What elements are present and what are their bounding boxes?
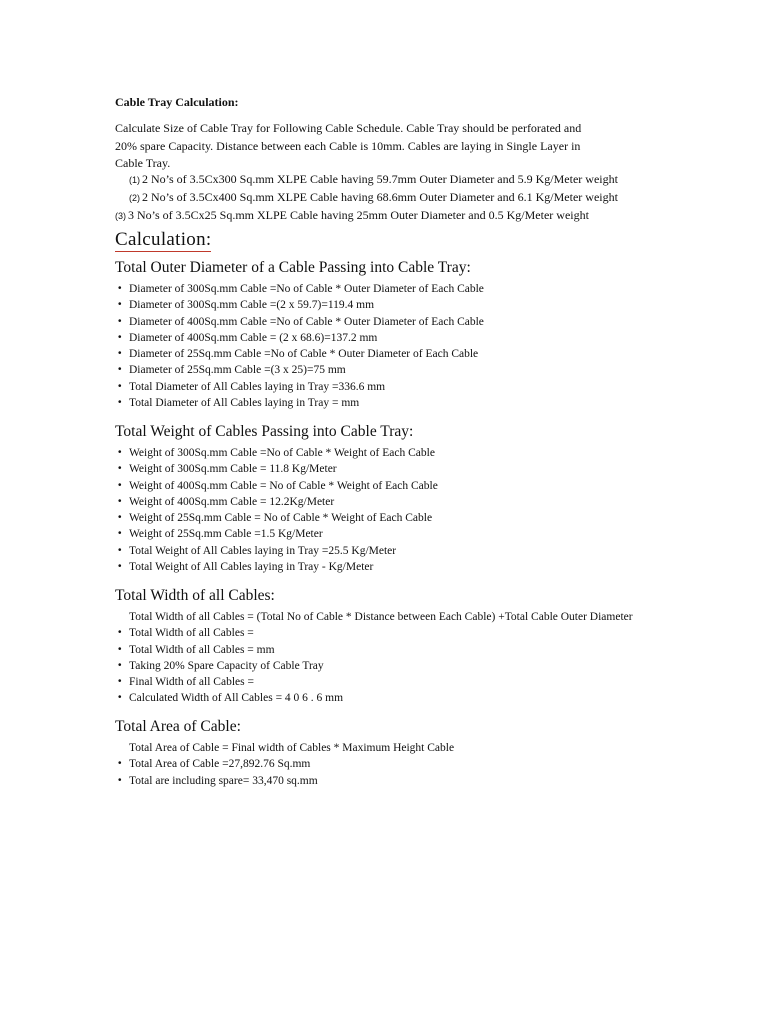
formula-line: Total Area of Cable = Final width of Cables * Maximum Height Cable [129, 742, 455, 754]
bullet-icon: • [118, 447, 122, 458]
list-item [115, 478, 715, 494]
list-item-text: Diameter of 300Sq.mm Cable =(2 x 59.7)=119.4 mm [129, 299, 375, 312]
weight-section [115, 422, 715, 575]
list-item-text: Total Width of all Cables = mm [129, 643, 275, 656]
bullet-list [115, 445, 715, 575]
list-item-text: Total are including spare= 33,470 sq.mm [129, 774, 318, 787]
list-item [115, 625, 715, 641]
bullet-icon: • [118, 331, 122, 343]
list-item-text: Taking 20% Spare Capacity of Cable Tray [129, 659, 324, 672]
list-item-text: Weight of 25Sq.mm Cable = No of Cable * Weight of Each Cable [129, 512, 433, 525]
list-item-text: Diameter of 25Sq.mm Cable =No of Cable * Outer Diameter of Each Cable [129, 348, 479, 361]
cable-schedule-item [115, 171, 655, 189]
list-item [115, 674, 715, 690]
list-item [115, 526, 715, 542]
list-item [115, 362, 715, 378]
bullet-icon: • [118, 627, 122, 639]
list-item [115, 330, 715, 346]
bullet-icon: • [118, 561, 122, 573]
bullet-icon: • [118, 283, 122, 294]
list-item [115, 658, 715, 674]
list-item [115, 346, 715, 362]
list-item [115, 379, 715, 395]
list-item-text: Total Diameter of All Cables laying in Tray =336.6 mm [129, 380, 386, 393]
intro-line: Cable Tray. [115, 156, 171, 170]
cable-schedule-item [115, 189, 655, 207]
list-item-text: Total Diameter of All Cables laying in Tray = mm [129, 397, 360, 410]
item-number: (3) [115, 211, 126, 221]
list-item-text: Final Width of all Cables = [129, 676, 254, 689]
list-item-text: Total Weight of All Cables laying in Tray =25.5 Kg/Meter [129, 544, 397, 557]
list-item-text: Diameter of 400Sq.mm Cable =No of Cable * Outer Diameter of Each Cable [129, 315, 484, 328]
list-item-text: Weight of 300Sq.mm Cable =No of Cable * Weight of Each Cable [129, 447, 435, 459]
bullet-icon: • [118, 643, 122, 655]
list-item-text: Diameter of 400Sq.mm Cable = (2 x 68.6)=137.2 mm [129, 331, 378, 344]
list-item [115, 281, 715, 297]
list-item [115, 510, 715, 526]
bullet-icon: • [118, 528, 122, 540]
list-item [115, 314, 715, 330]
bullet-icon: • [118, 512, 122, 524]
bullet-list [115, 281, 715, 411]
section-heading: Total Outer Diameter of a Cable Passing into Cable Tray: [115, 259, 471, 276]
list-item [115, 494, 715, 510]
list-item-text: Total Width of all Cables = [129, 627, 254, 640]
cable-schedule-list [115, 171, 655, 225]
area-section [115, 717, 715, 789]
intro-paragraph [115, 120, 585, 173]
list-item [115, 642, 715, 658]
section-heading: Total Width of all Cables: [115, 587, 275, 604]
item-text: 2 No’s of 3.5Cx300 Sq.mm XLPE Cable having 59.7mm Outer Diameter and 5.9 Kg/Meter weight [142, 172, 618, 186]
list-item-text: Total Weight of All Cables laying in Tray - Kg/Meter [129, 561, 374, 574]
list-item [115, 297, 715, 313]
bullet-icon: • [118, 495, 122, 507]
calculation-heading: Calculation: [115, 229, 212, 250]
bullet-icon: • [118, 659, 122, 671]
item-text: 3 No’s of 3.5Cx25 Sq.mm XLPE Cable having 25mm Outer Diameter and 0.5 Kg/Meter weight [128, 208, 589, 222]
list-item [115, 461, 715, 477]
item-text: 2 No’s of 3.5Cx400 Sq.mm XLPE Cable having 68.6mm Outer Diameter and 6.1 Kg/Meter weight [142, 190, 618, 204]
list-item-text: Weight of 300Sq.mm Cable = 11.8 Kg/Meter [129, 463, 337, 476]
bullet-list [115, 625, 715, 706]
diameter-section [115, 258, 715, 411]
width-section [115, 586, 715, 707]
list-item [115, 690, 715, 706]
list-item [115, 756, 715, 772]
list-item-text: Weight of 25Sq.mm Cable =1.5 Kg/Meter [129, 528, 323, 541]
bullet-icon: • [118, 299, 122, 311]
list-item [115, 773, 715, 789]
bullet-icon: • [118, 479, 122, 491]
list-item-text: Weight of 400Sq.mm Cable = No of Cable * Weight of Each Cable [129, 479, 438, 492]
bullet-icon: • [118, 315, 122, 327]
cable-schedule-item [115, 207, 655, 225]
list-item [115, 445, 715, 461]
list-item [115, 559, 715, 575]
bullet-icon: • [118, 758, 122, 770]
bullet-icon: • [118, 380, 122, 392]
bullet-icon: • [118, 676, 122, 688]
bullet-icon: • [118, 397, 122, 409]
bullet-list [115, 756, 715, 789]
section-heading: Total Area of Cable: [115, 718, 241, 735]
bullet-icon: • [118, 463, 122, 475]
formula-line: Total Width of all Cables = (Total No of Cable * Distance between Each Cable) +Total Cable Outer Diameter [129, 611, 633, 623]
section-heading: Total Weight of Cables Passing into Cable Tray: [115, 423, 414, 440]
bullet-icon: • [118, 364, 122, 376]
list-item-text: Diameter of 25Sq.mm Cable =(3 x 25)=75 mm [129, 364, 346, 377]
list-item [115, 395, 715, 411]
intro-line: 20% spare Capacity. Distance between each Cable is 10mm. Cables are laying in Single Layer in [115, 138, 581, 153]
intro-line: Calculate Size of Cable Tray for Following Cable Schedule. Cable Tray should be perforated and [115, 121, 582, 135]
bullet-icon: • [118, 692, 122, 704]
item-number: (1) [129, 175, 140, 185]
document-title: Cable Tray Calculation: [115, 95, 239, 109]
list-item-text: Calculated Width of All Cables = 4 0 6 . 6 mm [129, 692, 344, 705]
list-item-text: Total Area of Cable =27,892.76 Sq.mm [129, 758, 311, 771]
bullet-icon: • [118, 544, 122, 556]
list-item-text: Diameter of 300Sq.mm Cable =No of Cable * Outer Diameter of Each Cable [129, 283, 484, 295]
list-item [115, 543, 715, 559]
bullet-icon: • [118, 774, 122, 786]
bullet-icon: • [118, 348, 122, 360]
list-item-text: Weight of 400Sq.mm Cable = 12.2Kg/Meter [129, 495, 335, 508]
item-number: (2) [129, 193, 140, 203]
